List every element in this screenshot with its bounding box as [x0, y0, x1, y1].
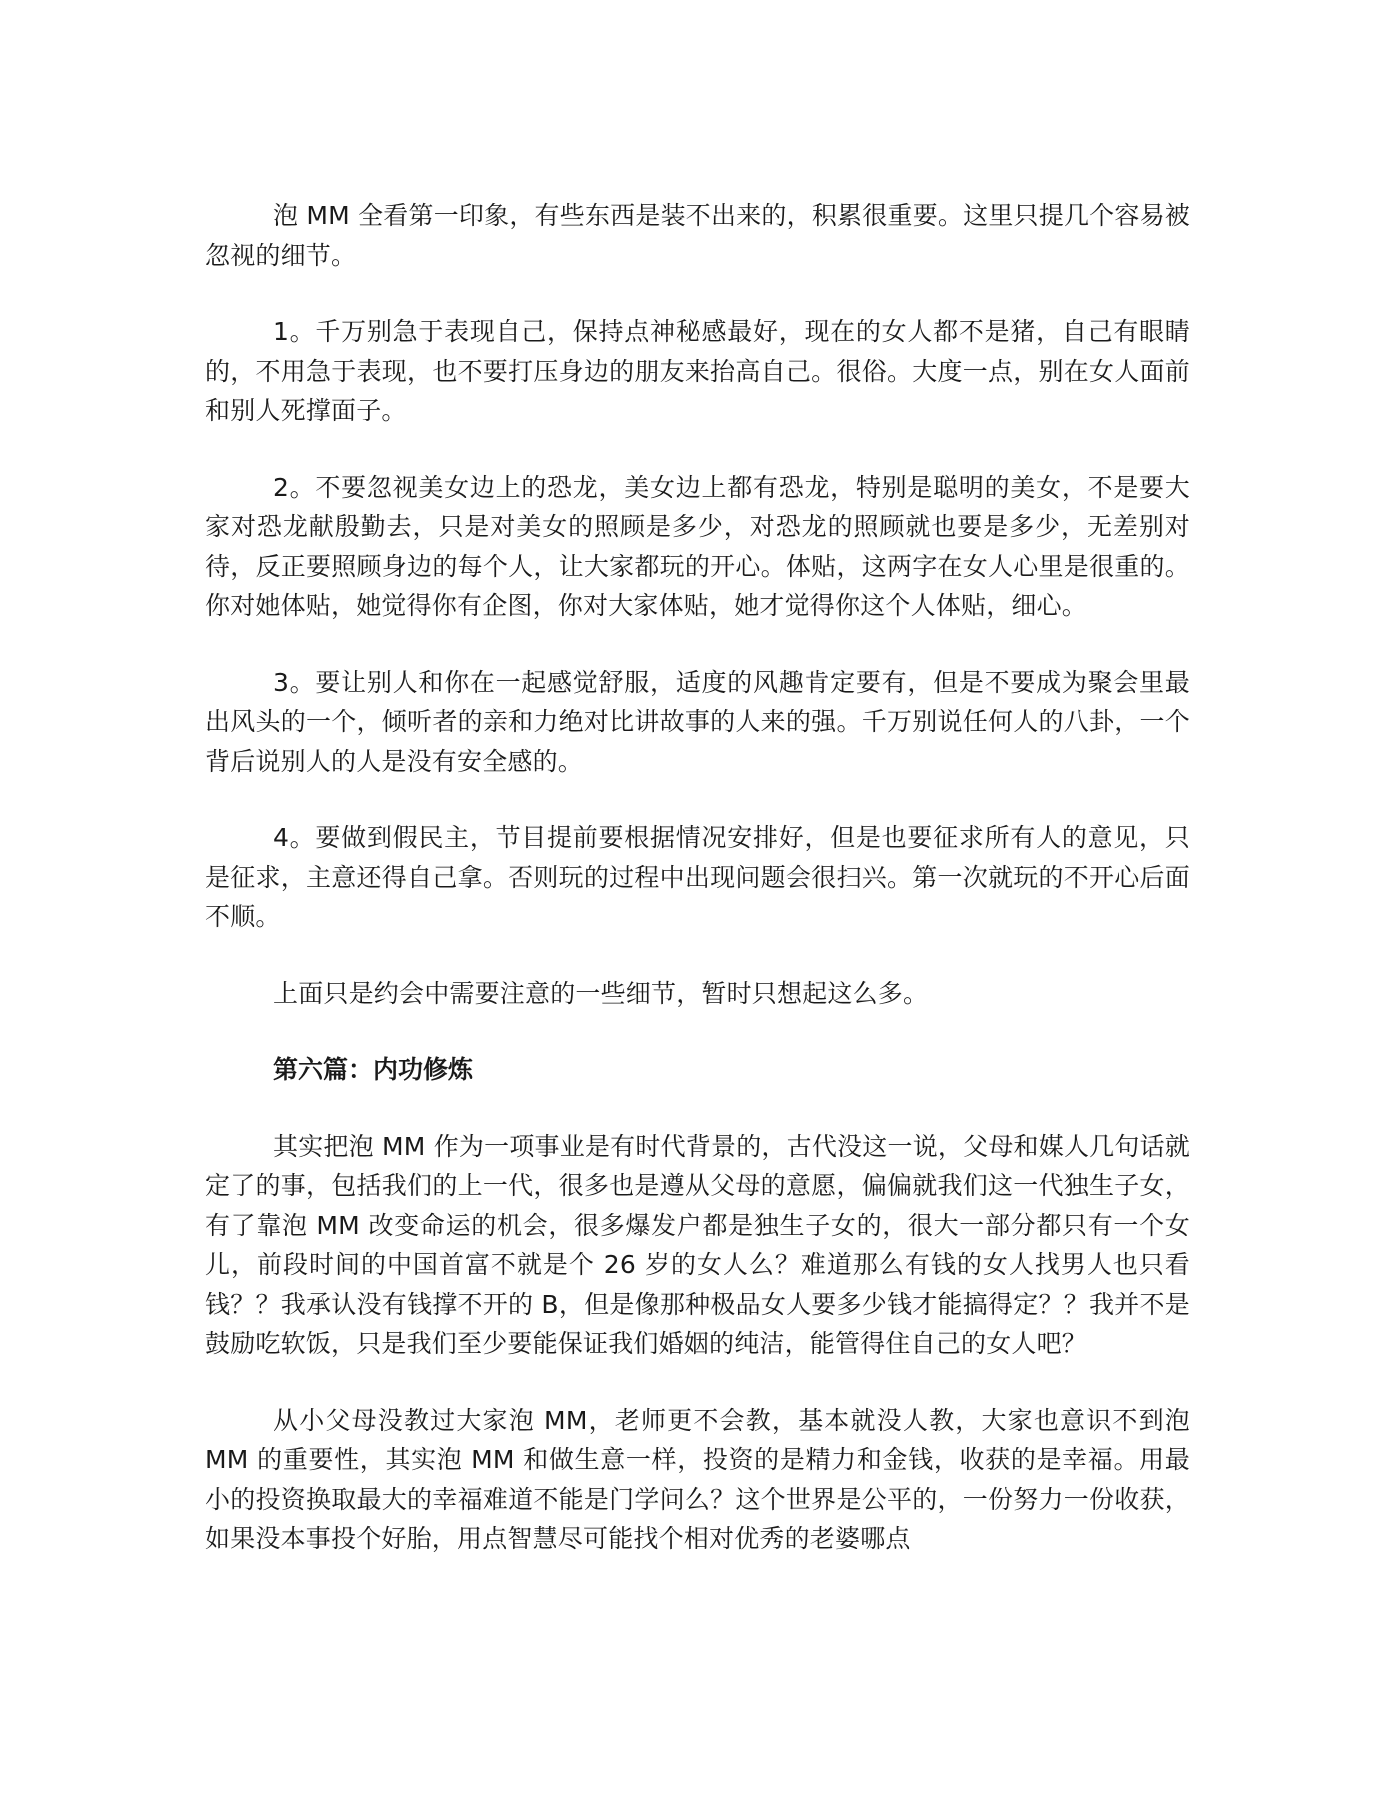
paragraph-summary: 上面只是约会中需要注意的一些细节，暂时只想起这么多。 [273, 978, 929, 1008]
section-heading: 第六篇：内功修炼 [273, 1055, 474, 1084]
section-paragraph-2: 从小父母没教过大家泡 MM，老师更不会教，基本就没人教，大家也意识不到泡 MM 的重要性，其实泡 MM 和做生意一样，投资的是精力和金钱，收获的是幸福。用最小的投资换取最大的幸福难道不能是门学问么？这个世界是公平的，一份努力一份收获，如果没本事投个好胎，用点智慧尽可能找个相对优秀的老婆哪点 [205, 1405, 1190, 1553]
document-page [205, 196, 1190, 1596]
paragraph-intro: 泡 MM 全看第一印象，有些东西是装不出来的，积累很重要。这里只提几个容易被忽视的细节。 [205, 201, 1190, 270]
paragraph-tip-3: 3。要让别人和你在一起感觉舒服，适度的风趣肯定要有，但是不要成为聚会里最出风头的一个，倾听者的亲和力绝对比讲故事的人来的强。千万别说任何人的八卦，一个背后说别人的人是没有安全感的。 [205, 667, 1190, 776]
paragraph-tip-2: 2。不要忽视美女边上的恐龙，美女边上都有恐龙，特别是聪明的美女，不是要大家对恐龙献殷勤去，只是对美女的照顾是多少，对恐龙的照顾就也要是多少，无差别对待，反正要照顾身边的每个人，让大家都玩的开心。体贴，这两字在女人心里是很重的。你对她体贴，她觉得你有企图，你对大家体贴，她才觉得你这个人体贴，细心。 [205, 472, 1190, 620]
paragraph-tip-4: 4。要做到假民主，节目提前要根据情况安排好，但是也要征求所有人的意见，只是征求，主意还得自己拿。否则玩的过程中出现问题会很扫兴。第一次就玩的不开心后面不顺。 [205, 823, 1190, 931]
paragraph-tip-1: 1。千万别急于表现自己，保持点神秘感最好，现在的女人都不是猪，自己有眼睛的，不用急于表现，也不要打压身边的朋友来抬高自己。很俗。大度一点，别在女人面前和别人死撑面子。 [205, 317, 1190, 425]
section-paragraph-1: 其实把泡 MM 作为一项事业是有时代背景的，古代没这一说，父母和媒人几句话就定了的事，包括我们的上一代，很多也是遵从父母的意愿，偏偏就我们这一代独生子女，有了靠泡 MM 改变命运的机会，很多爆发户都是独生子女的，很大一部分都只有一个女儿，前段时间的中国首富不就是个 26 岁的女人么？难道那么有钱的女人找男人也只看钱？？我承认没有钱撑不开的 B，但是像那种极品女人要多少钱才能搞得定？？我并不是鼓励吃软饭，只是我们至少要能保证我们婚姻的纯洁，能管得住自己的女人吧？ [205, 1131, 1190, 1358]
